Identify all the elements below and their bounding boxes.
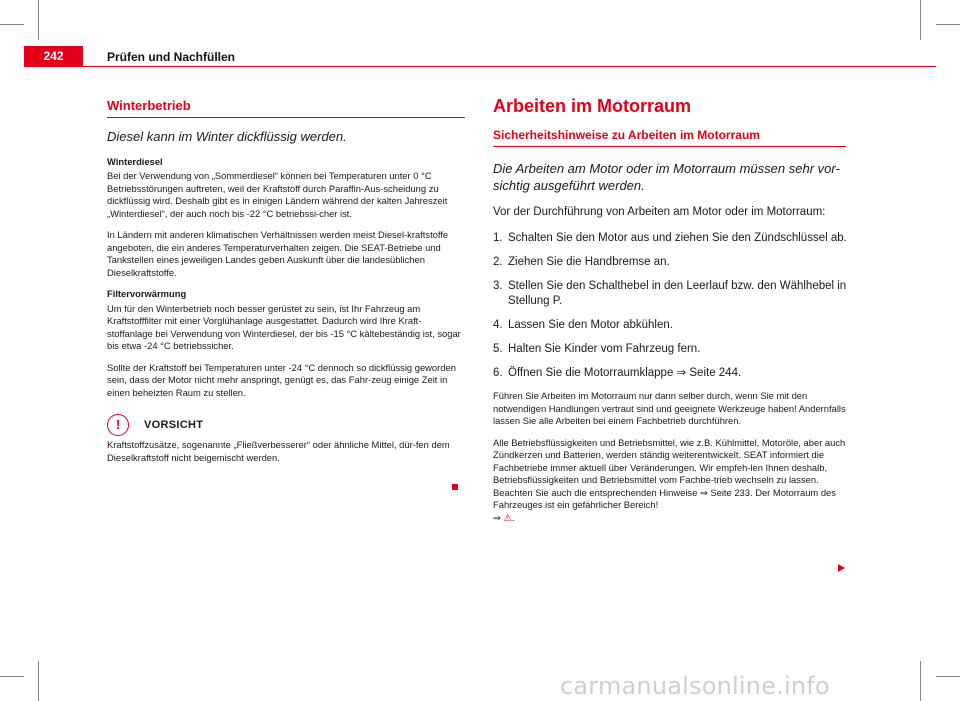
winter-lead: Diesel kann im Winter dickflüssig werden. [107,128,347,144]
step-text: Ziehen Sie die Handbremse an. [508,256,670,268]
steps-list [493,231,848,381]
step-number: 4. [493,319,503,331]
crop-mark [38,661,39,701]
crop-mark [936,676,960,677]
winterdiesel-subhead: Winterdiesel [107,155,163,167]
paragraph: Um für den Winterbetrieb noch besser gerüstet zu sein, ist Ihr Fahrzeug am Kraftstofffilter mit einer Vorglühanlage ausgestattet. Dadurch wird Ihre Kraft-stoffanlage bei Verwendung von Winterdiesel, der bis -15 °C kältebeständig ist, sogar bis etwa -24 °C betriebssicher. [107,302,461,351]
continue-arrow-icon [838,564,845,572]
safety-subheading: Sicherheitshinweise zu Arbeiten im Motorraum [493,129,846,148]
caution-header [107,414,465,436]
crop-mark [38,0,39,40]
caution-text: Kraftstoffzusätze, sogenannte „Fließverbesserer“ oder ähnliche Mittel, dür-fen dem Dieselkraftstoff nicht beigemischt werden. [107,439,450,463]
step-number: 6. [493,367,503,379]
end-marker-icon [452,484,458,490]
list-item [493,255,848,270]
header-rule [24,66,936,67]
caution-icon: ! [107,414,129,436]
crop-mark [920,661,921,701]
warning-triangle-icon: ⚠ [503,511,512,523]
crop-mark [0,24,24,25]
page-number: 242 [43,49,64,63]
filter-subhead: Filtervorwärmung [107,288,187,299]
paragraph-end: . [511,511,515,523]
caution-label: VORSICHT [144,418,204,431]
section-title: Prüfen und Nachfüllen [107,50,236,64]
crop-mark [920,0,921,40]
step-number: 2. [493,256,503,268]
left-column [107,100,465,473]
paragraph-text: Alle Betriebsflüssigkeiten und Betriebsmittel, wie z.B. Kühlmittel, Motoröle, aber auch Zündkerzen und Batterien, werden ständig weiterentwickelt. SEAT informiert die Fachbetriebe immer aktuell über Veränderungen. Wir empfeh-len Ihnen deshalb, Betriebsflüssigkeiten und Betriebsmittel vom Fachbe-trieb wechseln zu lassen. Beachten Sie auch die entsprechenden Hinweise ⇒ Seite 233. Der Motorraum des Fahrzeuges ist ein gefährlicher Bereich! [493,436,846,510]
step-text: Lassen Sie den Motor abkühlen. [508,319,673,331]
list-item [493,279,848,309]
right-column [493,96,848,533]
page-ref-arrow: ⇒ [493,511,501,523]
engine-lead: Die Arbeiten am Motor oder im Motorraum müssen sehr vor-sichtig ausgeführt werden. [493,161,840,193]
step-text: Schalten Sie den Motor aus und ziehen Sie den Zündschlüssel ab. [508,232,847,244]
winter-heading: Winterbetrieb [107,100,465,118]
step-text: Halten Sie Kinder vom Fahrzeug fern. [508,343,701,355]
step-number: 1. [493,232,503,244]
paragraph [493,437,848,525]
intro-text: Vor der Durchführung von Arbeiten am Motor oder im Motorraum: [493,206,826,218]
step-text: Öffnen Sie die Motorraumklappe ⇒ Seite 244. [508,367,742,379]
engine-bay-heading: Arbeiten im Motorraum [493,96,692,116]
list-item [493,366,848,381]
list-item [493,318,848,333]
caution-box [107,414,465,464]
crop-mark [0,676,24,677]
step-number: 5. [493,343,503,355]
paragraph: Bei der Verwendung von „Sommerdiesel“ können bei Temperaturen unter 0 °C Betriebsstörungen auftreten, weil der Kraftstoff durch Paraffin-Aus-scheidung zu dickflüssig wird. Deshalb gibt es in einigen Ländern während der kalten Jahreszeit „Winterdiesel“, der auch noch bis -22 °C betriebssi-cher ist. [107,170,448,219]
crop-mark [936,24,960,25]
paragraph: Sollte der Kraftstoff bei Temperaturen unter -24 °C dennoch so dickflüssig geworden sein, dass der Motor nicht mehr anspringt, genügt es, das Fahr-zeug einige Zeit in einen beheizten Raum zu stellen. [107,361,456,398]
paragraph: Führen Sie Arbeiten im Motorraum nur dann selber durch, wenn Sie mit den notwendigen Handlungen vertraut sind und geeignete Werkzeuge haben! Andernfalls lassen Sie alle Arbeiten bei einem Fachbetrieb durchführen. [493,390,846,426]
step-number: 3. [493,280,503,292]
paragraph: In Ländern mit anderen klimatischen Verhältnissen werden meist Diesel-kraftstoffe angeboten, die ein anderes Temperaturverhalten zeigen. Die SEAT-Betriebe und Tankstellen eines jeweiligen Landes geben Auskunft über die landesüblichen Dieselkraftstoffe. [107,229,449,278]
list-item [493,231,848,246]
watermark: carmanualsonline.info [560,672,830,700]
step-text: Stellen Sie den Schalthebel in den Leerlauf bzw. den Wählhebel in Stellung P. [508,280,847,307]
list-item [493,342,848,357]
